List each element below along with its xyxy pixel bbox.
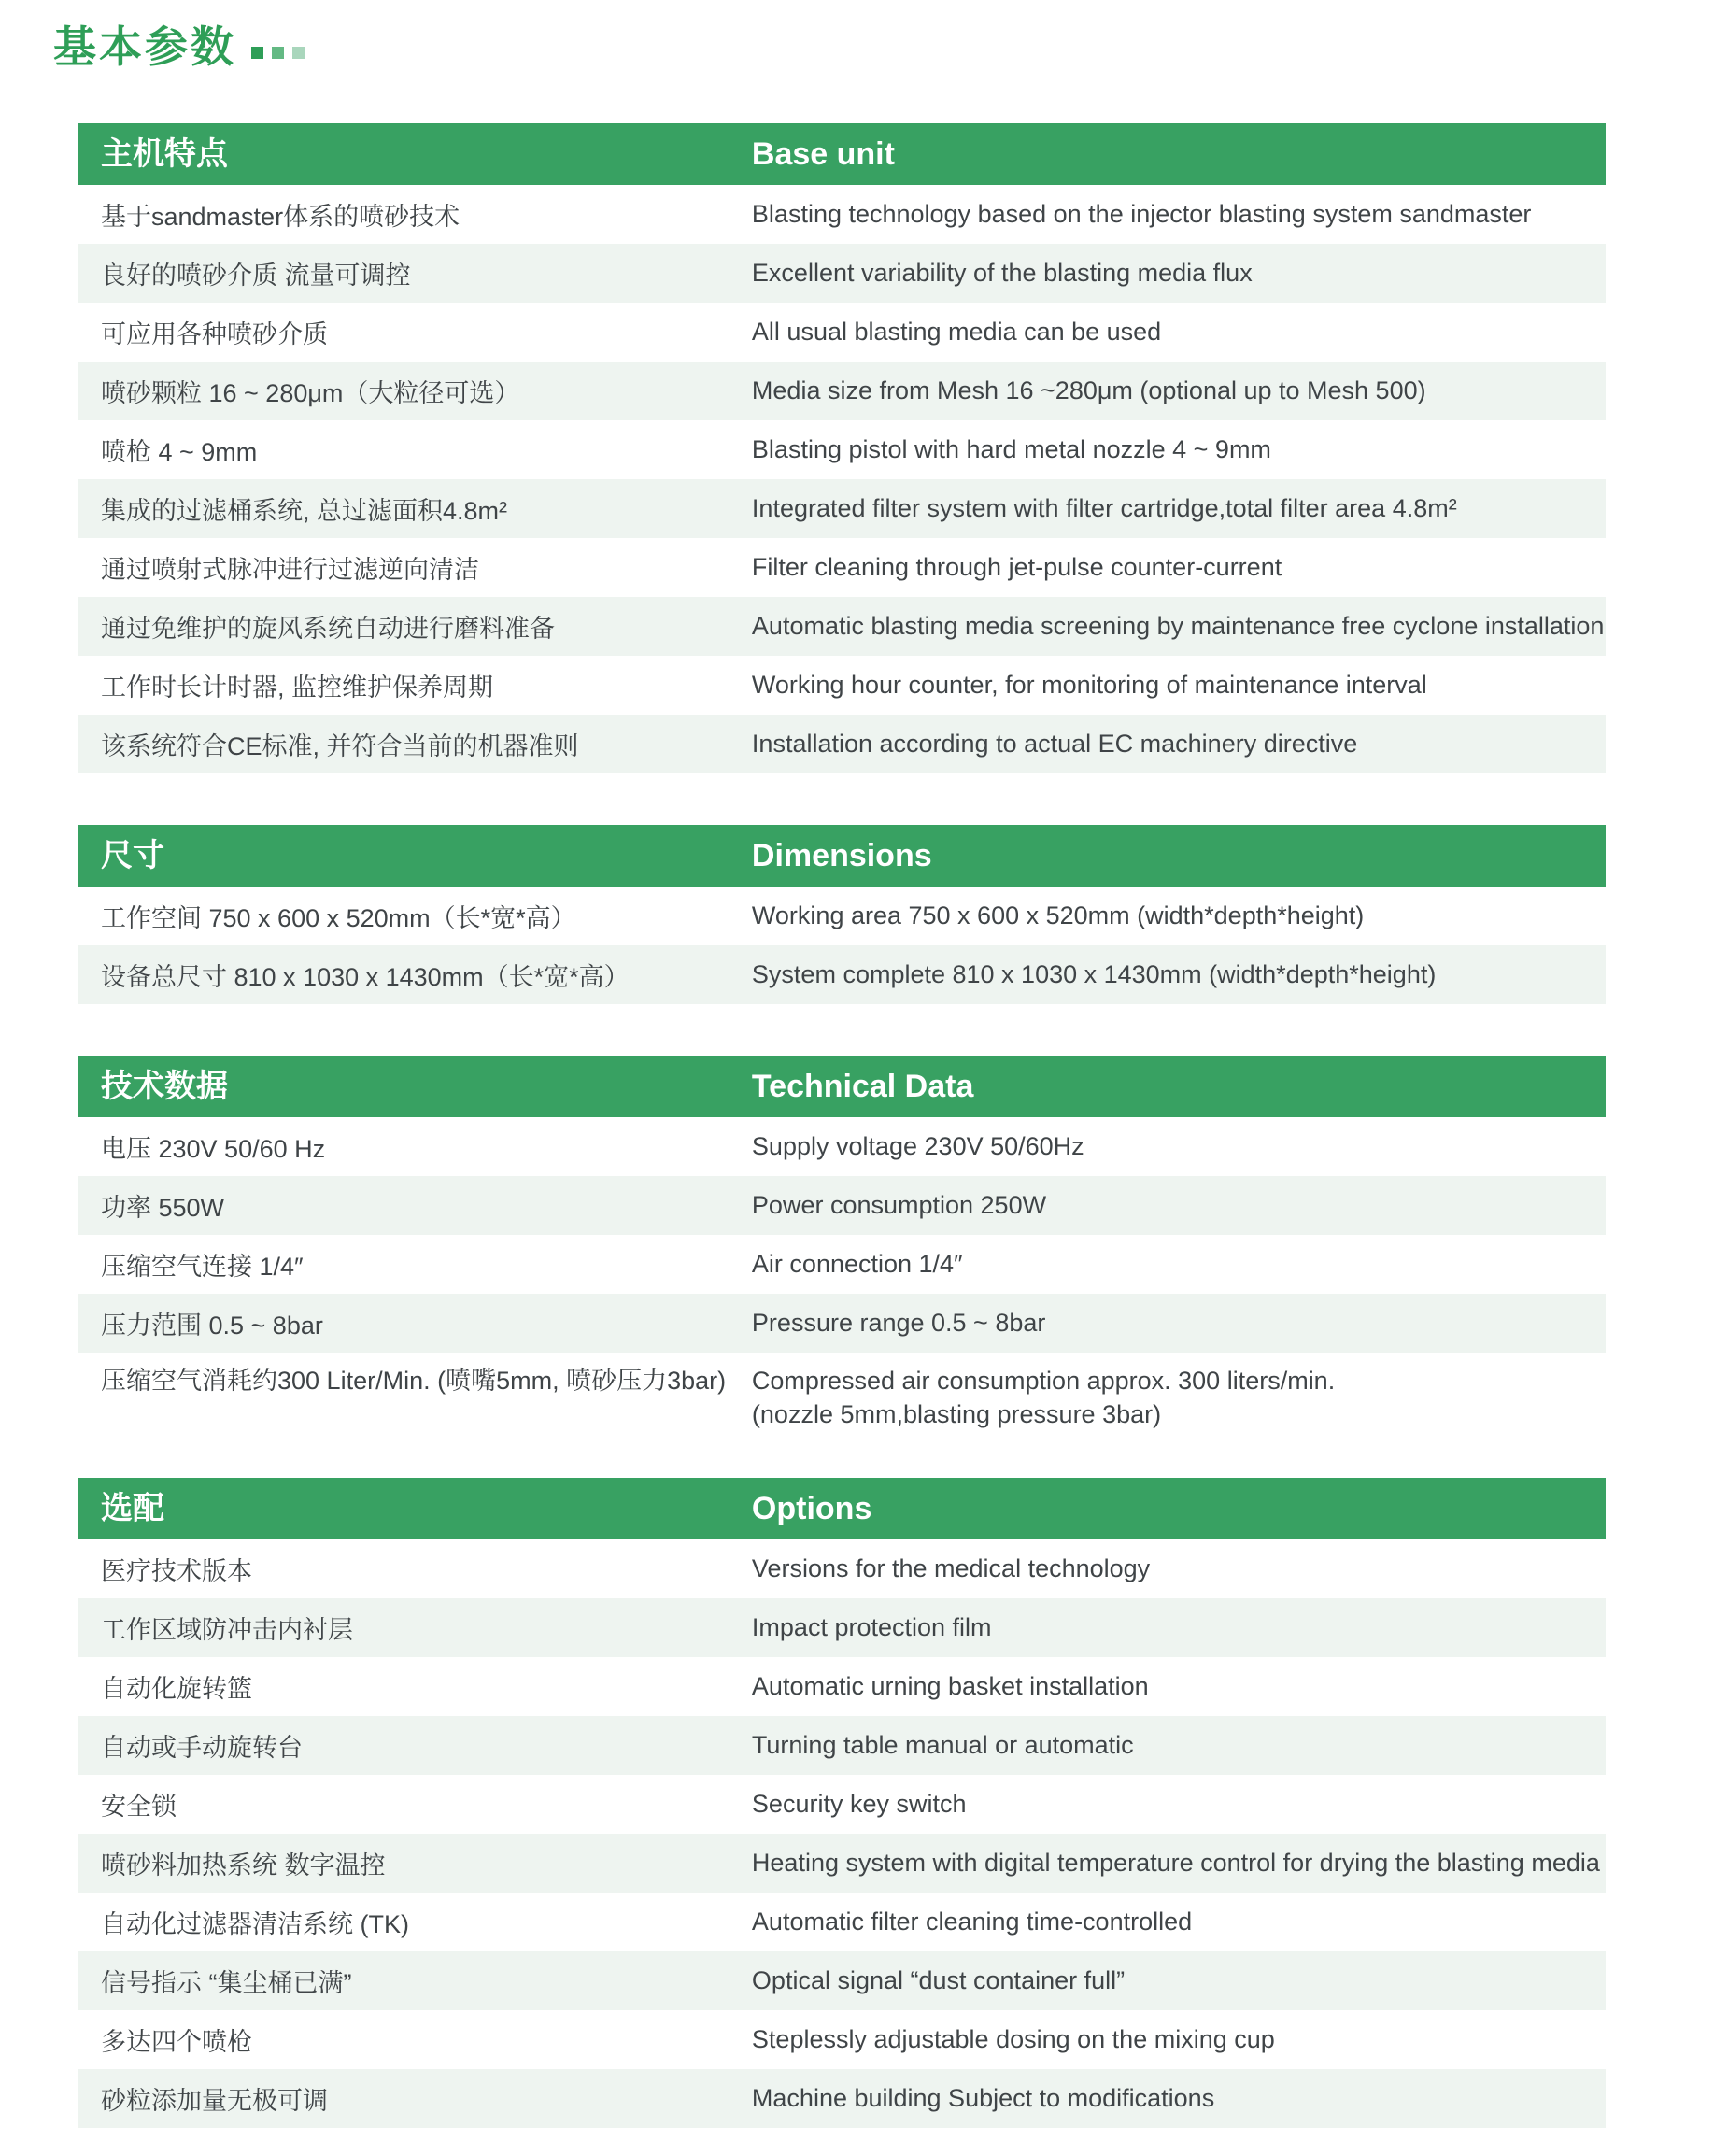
table-row (78, 945, 1606, 1004)
section-header-bar (78, 1056, 1606, 1117)
title-accent-squares (251, 47, 305, 59)
cell-en-line1: Compressed air consumption approx. 300 liters/min. (751, 1367, 1336, 1395)
cell-en: Steplessly adjustable dosing on the mixing cup (751, 2025, 1275, 2053)
table-row (78, 715, 1606, 773)
cell-en: Working hour counter, for monitoring of maintenance interval (751, 671, 1427, 699)
cell-zh: 喷砂颗粒 16 ~ 280μm（大粒径可选） (101, 379, 520, 407)
cell-zh: 集成的过滤桶系统, 总过滤面积4.8m² (101, 497, 508, 525)
table-row (78, 1716, 1606, 1775)
cell-en: Installation according to actual EC machinery directive (751, 730, 1358, 758)
section-header-en: Base unit (751, 136, 895, 172)
table-row (78, 362, 1606, 420)
cell-zh: 自动或手动旋转台 (101, 1734, 303, 1762)
table-row (78, 1893, 1606, 1951)
table-row (78, 479, 1606, 538)
table-row (78, 656, 1606, 715)
accent-square (272, 47, 284, 59)
spec-sheet (53, 0, 1606, 2128)
cell-en: All usual blasting media can be used (751, 318, 1162, 346)
cell-zh: 基于sandmaster体系的喷砂技术 (101, 203, 460, 231)
cell-en: Excellent variability of the blasting media flux (751, 259, 1253, 287)
cell-zh: 通过喷射式脉冲进行过滤逆向清洁 (101, 556, 479, 584)
cell-zh: 信号指示 “集尘桶已满” (101, 1969, 352, 1997)
table-row (78, 2010, 1606, 2069)
cell-zh: 可应用各种喷砂介质 (101, 320, 328, 348)
cell-zh: 设备总尺寸 810 x 1030 x 1430mm（长*宽*高） (101, 963, 630, 991)
cell-en: Security key switch (751, 1790, 967, 1818)
table-row (78, 1294, 1606, 1353)
section-header-bar (78, 1478, 1606, 1539)
cell-en: Automatic blasting media screening by maintenance free cyclone installation (751, 612, 1605, 640)
section-header-zh: 选配 (101, 1491, 164, 1526)
cell-en: Air connection 1/4″ (751, 1250, 963, 1278)
cell-zh: 功率 550W (101, 1194, 225, 1222)
cell-zh: 工作空间 750 x 600 x 520mm（长*宽*高） (101, 904, 576, 932)
table-row (78, 185, 1606, 244)
cell-zh: 工作时长计时器, 监控维护保养周期 (101, 674, 494, 702)
table-row (78, 1657, 1606, 1716)
accent-square (292, 47, 305, 59)
cell-en: Media size from Mesh 16 ~280μm (optional up to Mesh 500) (751, 376, 1426, 404)
section-header-en: Options (751, 1491, 872, 1526)
section-header-bar (78, 123, 1606, 185)
table-row (78, 1951, 1606, 2010)
cell-zh: 压缩空气消耗约300 Liter/Min. (喷嘴5mm, 喷砂压力3bar) (101, 1367, 727, 1395)
cell-en: Optical signal “dust container full” (751, 1966, 1126, 1994)
table-row (78, 1353, 1606, 1457)
accent-square (251, 47, 263, 59)
cell-zh: 自动化过滤器清洁系统 (TK) (101, 1910, 409, 1938)
table-row (78, 2069, 1606, 2128)
cell-en: Automatic filter cleaning time-controlled (751, 1908, 1193, 1936)
cell-en: Turning table manual or automatic (751, 1731, 1134, 1759)
cell-en: Filter cleaning through jet-pulse counter-current (751, 553, 1282, 581)
table-row (78, 1539, 1606, 1598)
table-row (78, 1834, 1606, 1893)
cell-zh: 良好的喷砂介质 流量可调控 (101, 262, 411, 290)
cell-zh: 压缩空气连接 1/4″ (101, 1253, 304, 1281)
cell-en (729, 1364, 1606, 1431)
cell-en: Integrated filter system with filter cartridge,total filter area 4.8m² (751, 494, 1457, 522)
cell-en: Versions for the medical technology (751, 1554, 1151, 1582)
section-header-zh: 主机特点 (101, 136, 228, 172)
table-row (78, 1775, 1606, 1834)
cell-en: Power consumption 250W (751, 1191, 1047, 1219)
section-header-bar (78, 825, 1606, 887)
cell-en-line2: (nozzle 5mm,blasting pressure 3bar) (751, 1400, 1162, 1428)
cell-zh: 通过免维护的旋风系统自动进行磨料准备 (101, 615, 555, 643)
table-row (78, 597, 1606, 656)
cell-zh: 喷砂料加热系统 数字温控 (101, 1851, 386, 1879)
section-header-en: Technical Data (751, 1069, 974, 1104)
page-title-text: 基本参数 (53, 22, 236, 71)
section-header-zh: 尺寸 (101, 838, 164, 873)
section-dimensions (78, 825, 1606, 1004)
cell-en: Impact protection film (751, 1613, 992, 1641)
cell-zh: 压力范围 0.5 ~ 8bar (101, 1312, 323, 1340)
cell-zh: 医疗技术版本 (101, 1557, 252, 1585)
section-base-unit (78, 123, 1606, 773)
table-row (78, 1176, 1606, 1235)
cell-en: Machine building Subject to modifications (751, 2084, 1215, 2112)
section-header-en: Dimensions (751, 838, 932, 873)
section-technical-data (78, 1056, 1606, 1457)
table-row (78, 1598, 1606, 1657)
section-options (78, 1478, 1606, 2128)
cell-zh: 多达四个喷枪 (101, 2028, 252, 2056)
cell-zh: 砂粒添加量无极可调 (101, 2087, 328, 2115)
table-row (78, 303, 1606, 362)
section-header-zh: 技术数据 (101, 1069, 228, 1104)
cell-zh: 电压 230V 50/60 Hz (101, 1135, 326, 1163)
cell-zh: 安全锁 (101, 1793, 177, 1821)
cell-en: Blasting technology based on the injector blasting system sandmaster (751, 200, 1532, 228)
cell-en: Supply voltage 230V 50/60Hz (751, 1132, 1084, 1160)
table-row (78, 420, 1606, 479)
cell-en: System complete 810 x 1030 x 1430mm (width*depth*height) (751, 960, 1437, 988)
cell-en: Pressure range 0.5 ~ 8bar (751, 1309, 1046, 1337)
table-row (78, 538, 1606, 597)
cell-en: Heating system with digital temperature control for drying the blasting media (751, 1849, 1600, 1877)
cell-en: Working area 750 x 600 x 520mm (width*depth*height) (751, 901, 1365, 929)
cell-zh: 该系统符合CE标准, 并符合当前的机器准则 (101, 732, 579, 760)
cell-en: Blasting pistol with hard metal nozzle 4 ~ 9mm (751, 435, 1271, 463)
table-row (78, 1235, 1606, 1294)
table-row (78, 244, 1606, 303)
table-row (78, 1117, 1606, 1176)
cell-zh: 工作区域防冲击内衬层 (101, 1616, 353, 1644)
cell-zh: 喷枪 4 ~ 9mm (101, 438, 258, 466)
cell-zh: 自动化旋转篮 (101, 1675, 252, 1703)
table-row (78, 887, 1606, 945)
cell-en: Automatic urning basket installation (751, 1672, 1149, 1700)
page-title (53, 13, 1606, 75)
